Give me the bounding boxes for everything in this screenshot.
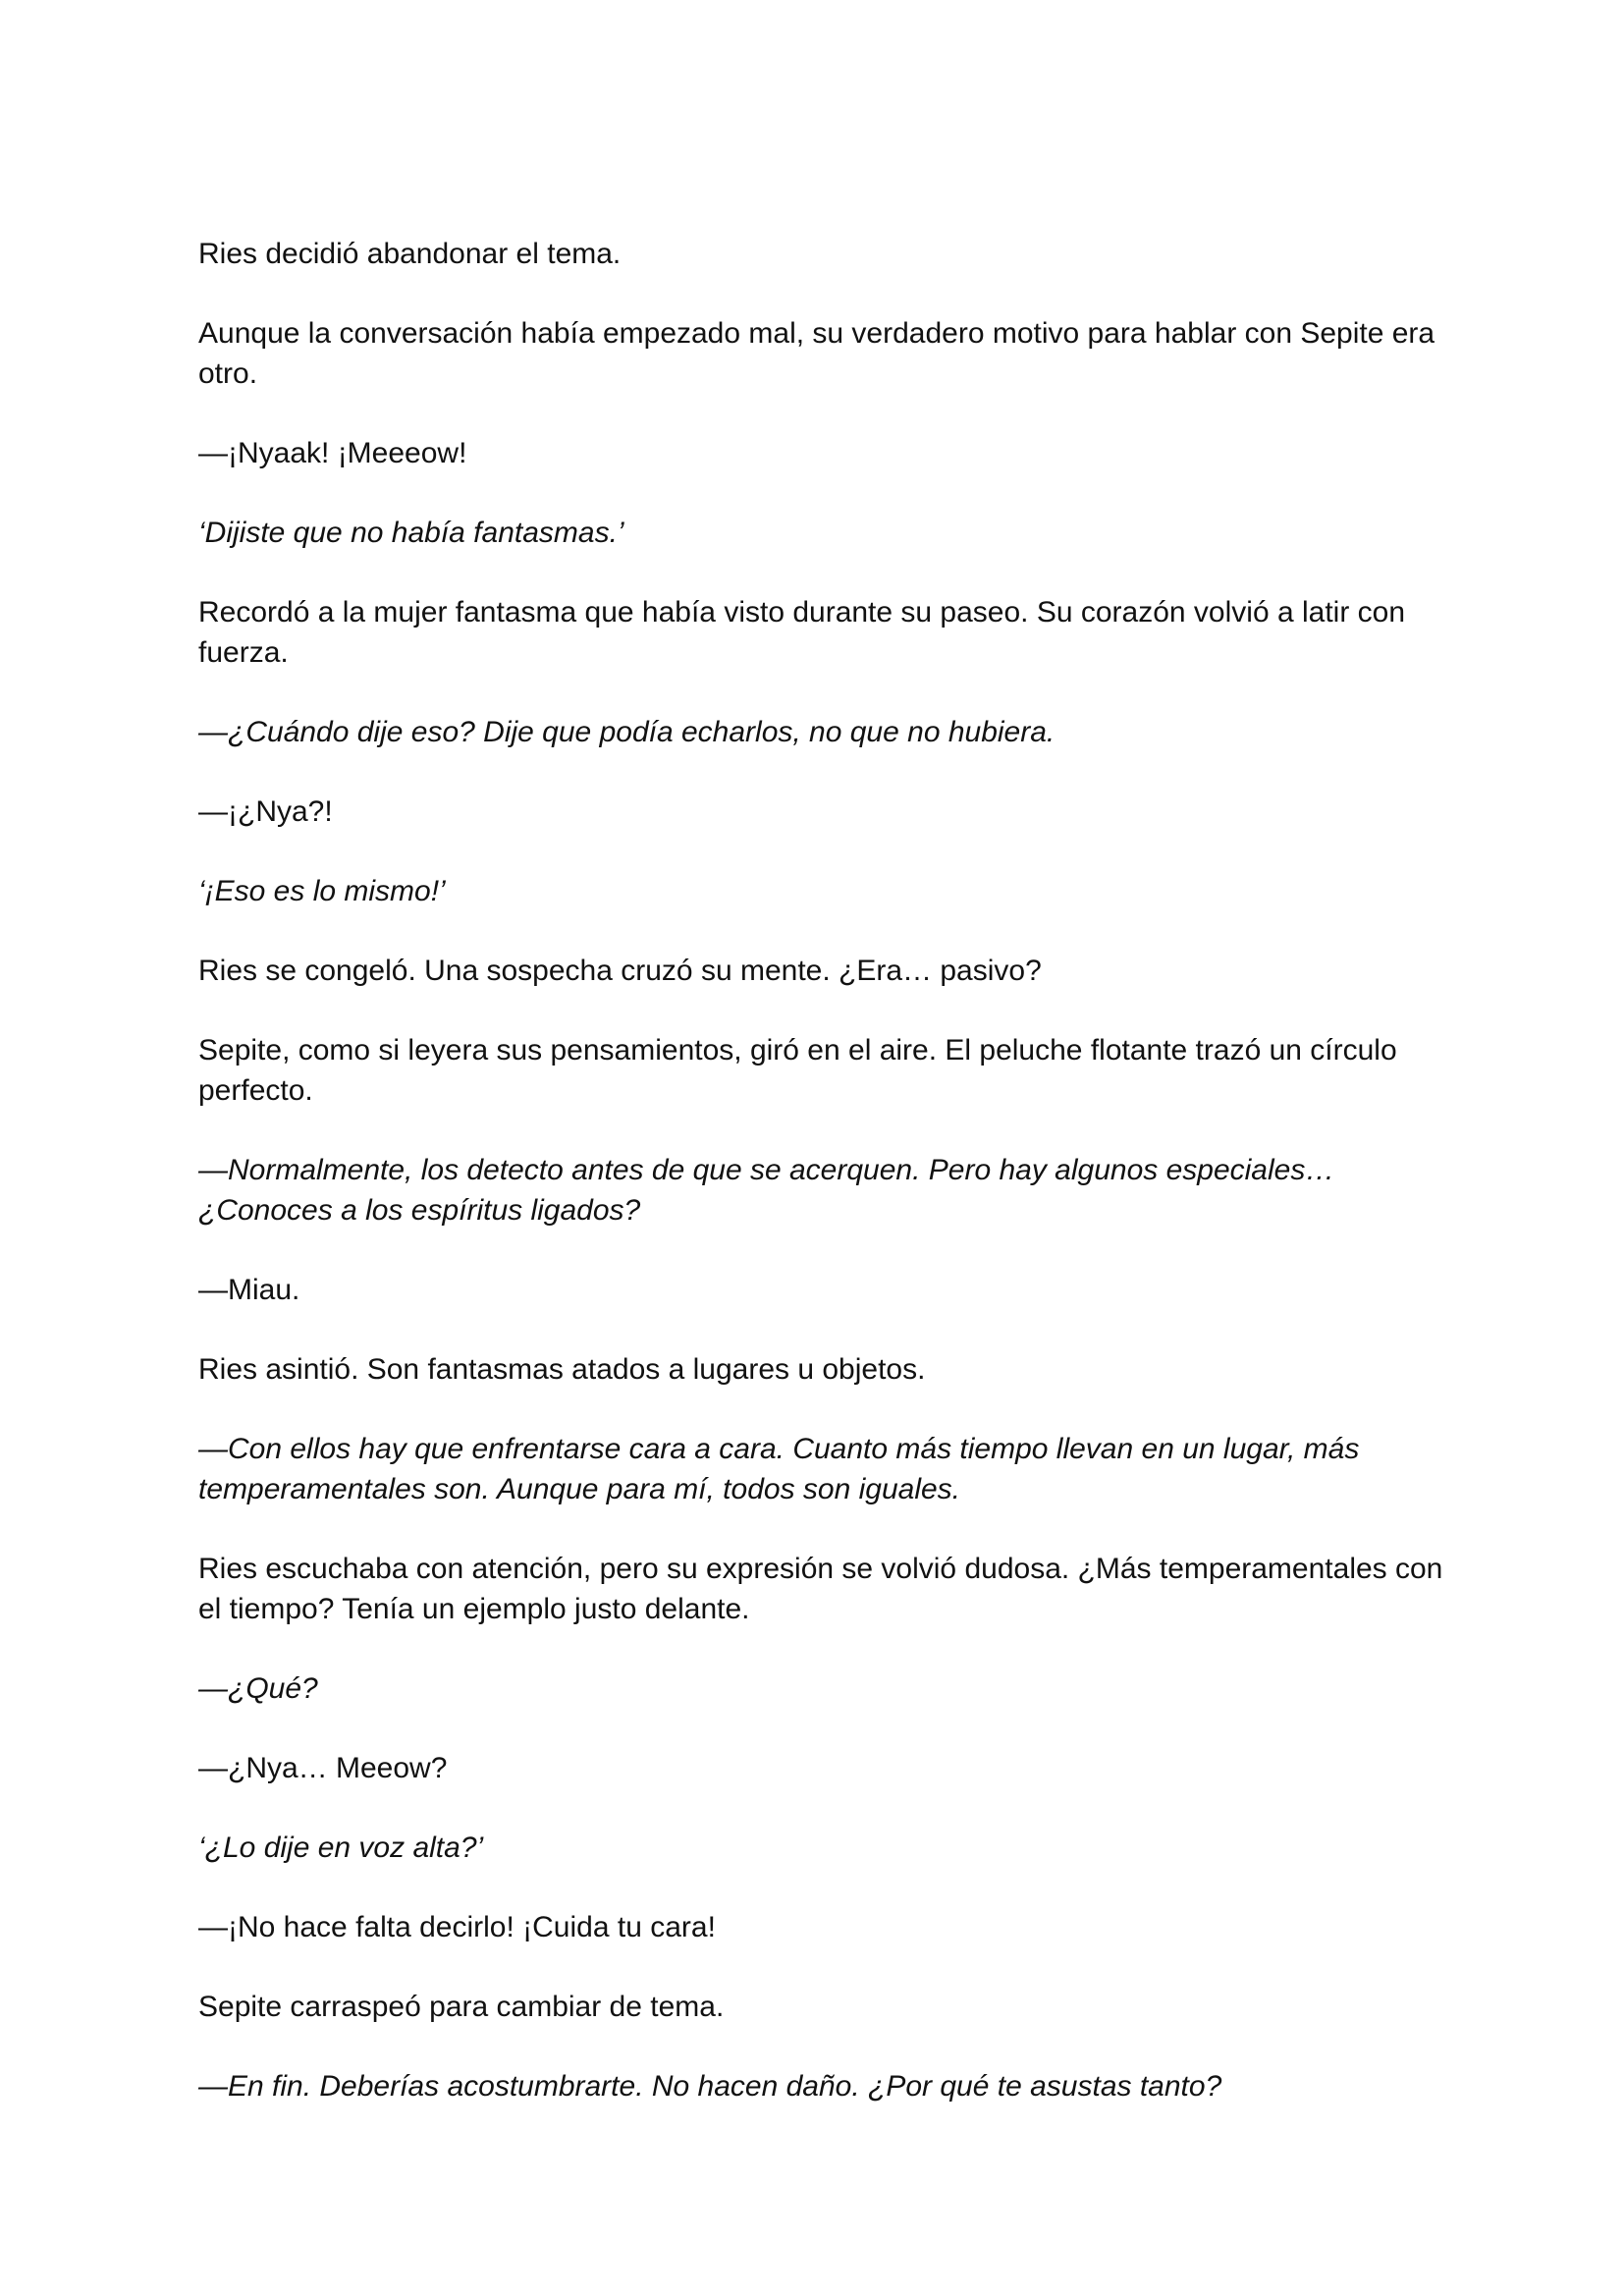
paragraph: —¿Qué? <box>198 1672 318 1705</box>
paragraph: Sepite carraspeó para cambiar de tema. <box>198 1991 725 2023</box>
paragraph: Recordó a la mujer fantasma que había visto durante su paseo. Su corazón volvió a latir con fuerza. <box>198 596 1406 669</box>
paragraph: —¡No hace falta decirlo! ¡Cuida tu cara! <box>198 1911 716 1943</box>
paragraph: —¡¿Nya?! <box>198 795 333 828</box>
paragraph: —¡Nyaak! ¡Meeeow! <box>198 437 467 469</box>
paragraph: —Con ellos hay que enfrentarse cara a cara. Cuanto más tiempo llevan en un lugar, más temperamentales son. Aunque para mí, todos son iguales. <box>198 1433 1360 1505</box>
paragraph: Ries decidió abandonar el tema. <box>198 238 622 270</box>
paragraph: Sepite, como si leyera sus pensamientos, giró en el aire. El peluche flotante trazó un círculo perfecto. <box>198 1034 1397 1107</box>
paragraph: —Normalmente, los detecto antes de que se acerquen. Pero hay algunos especiales… ¿Conoces a los espíritus ligados? <box>198 1154 1335 1227</box>
paragraph: ‘Dijiste que no había fantasmas.’ <box>198 517 624 549</box>
paragraph: —En fin. Deberías acostumbrarte. No hacen daño. ¿Por qué te asustas tanto? <box>198 2070 1222 2103</box>
paragraph: —¿Cuándo dije eso? Dije que podía echarlos, no que no hubiera. <box>198 716 1056 748</box>
paragraph: Ries escuchaba con atención, pero su expresión se volvió dudosa. ¿Más temperamentales con el tiempo? Tenía un ejemplo justo delante. <box>198 1553 1443 1625</box>
paragraph: ‘¡Eso es lo mismo!’ <box>198 875 446 907</box>
paragraph: Aunque la conversación había empezado mal, su verdadero motivo para hablar con Sepite era otro. <box>198 317 1435 390</box>
text-column <box>198 234 1445 2146</box>
paragraph: Ries se congeló. Una sospecha cruzó su mente. ¿Era… pasivo? <box>198 955 1042 987</box>
paragraph: —Miau. <box>198 1274 300 1306</box>
paragraph: —¿Nya… Meeow? <box>198 1752 448 1784</box>
paragraph: Ries asintió. Son fantasmas atados a lugares u objetos. <box>198 1353 926 1386</box>
paragraph: ‘¿Lo dije en voz alta?’ <box>198 1831 484 1864</box>
